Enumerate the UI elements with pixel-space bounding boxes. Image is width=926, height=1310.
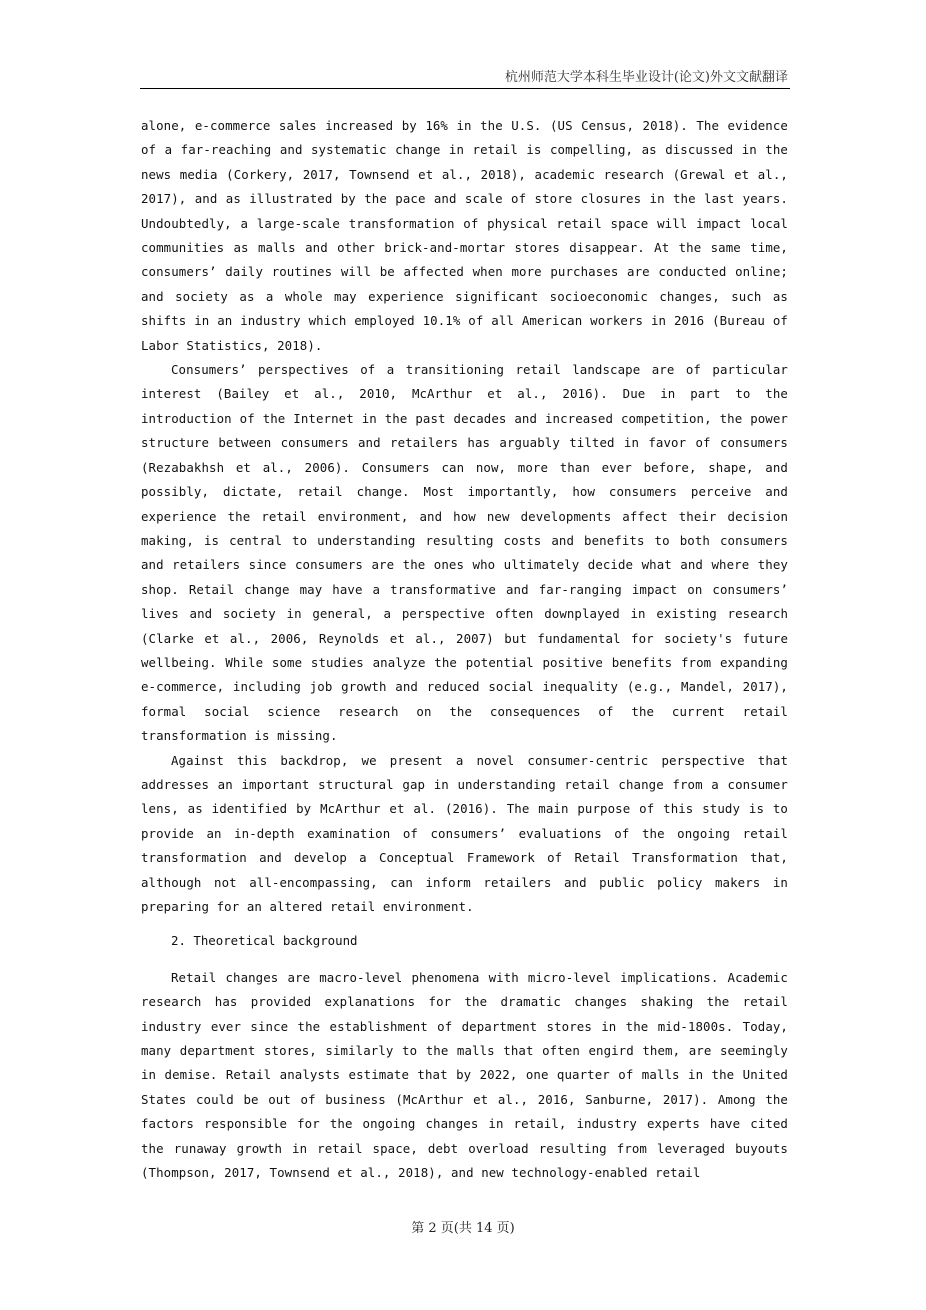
page-content	[141, 114, 788, 1185]
page-footer	[0, 1217, 926, 1236]
header-title: 杭州师范大学本科生毕业设计(论文)外文文献翻译	[504, 70, 788, 85]
paragraph-theoretical-background: Retail changes are macro-level phenomena with micro-level implications. Academic research has provided explanations for the dramatic changes shaking the retail industry ever since the establishment of department stores in the mid-1800s. Today, many department stores, similarly to the malls that often engird them, are seemingly in demise. Retail analysts estimate that by 2022, one quarter of malls in the United States could be out of business (McArthur et al., 2016, Sanburne, 2017). Among the factors responsible for the ongoing changes in retail, industry experts have cited the runaway growth in retail space, debt overload resulting from leveraged buyouts (Thompson, 2017, Townsend et al., 2018), and new technology-enabled retail	[141, 969, 788, 1181]
paragraph-backdrop: Against this backdrop, we present a novel consumer-centric perspective that addresses an important structural gap in understanding retail change from a consumer lens, as identified by McArthur et al. (2016). The main purpose of this study is to provide an in-depth examination of consumers’ evaluations of the ongoing retail transformation and develop a Conceptual Framework of Retail Transformation that, although not all-encompassing, can inform retailers and public policy makers in preparing for an altered retail environment.	[141, 752, 788, 914]
page-header	[140, 64, 790, 89]
page-number: 第 2 页(共 14 页)	[411, 1221, 515, 1236]
paragraph-continuation: alone, e-commerce sales increased by 16% in the U.S. (US Census, 2018). The evidence of a far-reaching and systematic change in retail is compelling, as discussed in the news media (Corkery, 2017, Townsend et al., 2018), academic research (Grewal et al., 2017), and as illustrated by the pace and scale of store closures in the last years. Undoubtedly, a large-scale transformation of physical retail space will impact local communities as malls and other brick-and-mortar stores disappear. At the same time, consumers’ daily routines will be affected when more purchases are conducted online; and society as a whole may experience significant socioeconomic changes, such as shifts in an industry which employed 10.1% of all American workers in 2016 (Bureau of Labor Statistics, 2018).	[141, 118, 788, 353]
section-heading: 2. Theoretical background	[171, 933, 358, 949]
paragraph-consumer-perspectives: Consumers’ perspectives of a transitioning retail landscape are of particular interest (Bailey et al., 2010, McArthur et al., 2016). Due in part to the introduction of the Internet in the past decades and increased competition, the power structure between consumers and retailers has arguably tilted in favor of consumers (Rezabakhsh et al., 2006). Consumers can now, more than ever before, shape, and possibly, dictate, retail change. Most importantly, how consumers perceive and experience the retail environment, and how new developments affect their decision making, is central to understanding resulting costs and benefits to both consumers and retailers since consumers are the ones who ultimately decide what and where they shop. Retail change may have a transformative and far-ranging impact on consumers’ lives and society in general, a perspective often downplayed in existing research (Clarke et al., 2006, Reynolds et al., 2007) but fundamental for society's future wellbeing. While some studies analyze the potential positive benefits from expanding e-commerce, including job growth and reduced social inequality (e.g., Mandel, 2017), formal social science research on the consequences of the current retail transformation is missing.	[141, 362, 788, 744]
